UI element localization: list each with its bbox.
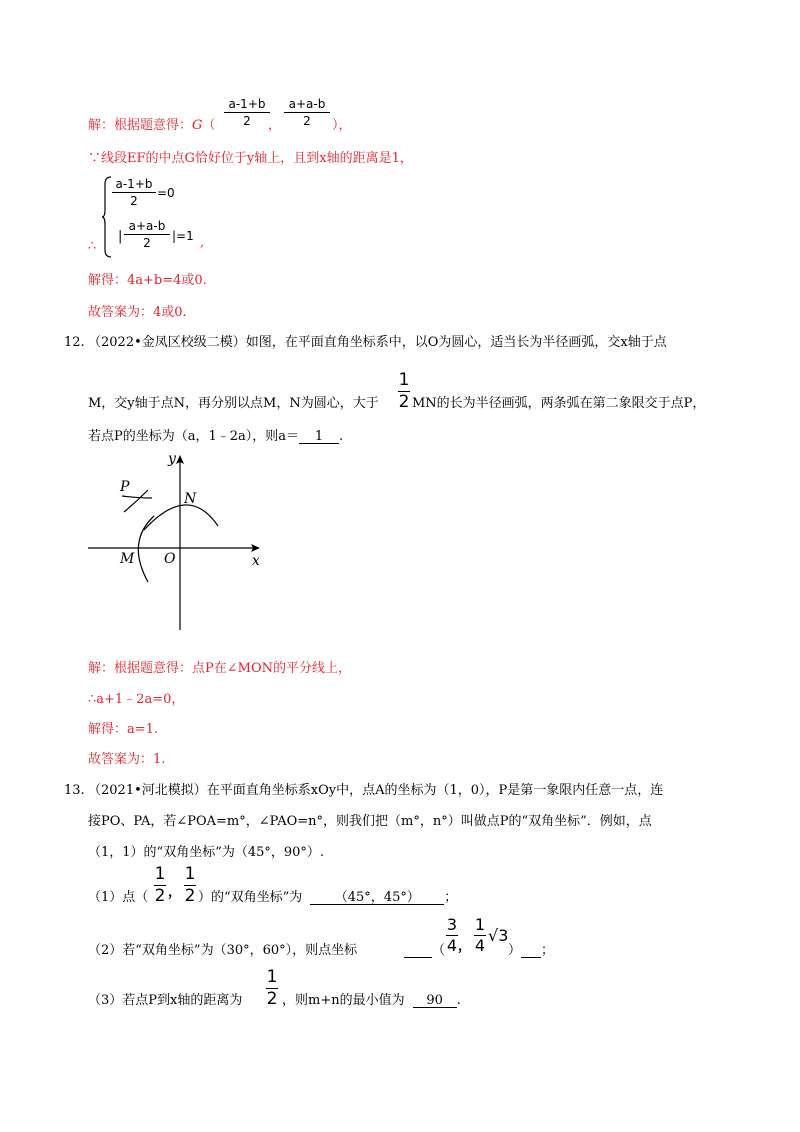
q12-line1: （2022•金凤区校级二模）如图，在平面直角坐标系中，以O为圆心，适当长为半径画弧，交x轴于点 bbox=[88, 335, 667, 350]
fig-label-x: x bbox=[252, 553, 260, 569]
q13-p1-prefix: （1）点（ bbox=[88, 890, 149, 905]
q12-solution-1: 解：根据题意得：点P在∠MON的平分线上， bbox=[88, 661, 351, 676]
fig-label-y: y bbox=[168, 451, 176, 467]
q11-comma: ， bbox=[268, 118, 282, 133]
q12-line2a: M，交y轴于点N，再分别以点M，N为圆心，大于 bbox=[88, 396, 379, 411]
q12-solution-2: ∴a+1﹣2a=0， bbox=[88, 692, 185, 707]
q12-answer-blank: 1 bbox=[299, 430, 339, 444]
system-tail-comma: , bbox=[200, 235, 205, 250]
arc-m bbox=[138, 516, 154, 582]
q12-figure bbox=[88, 452, 268, 632]
fraction-denominator: 2 bbox=[243, 114, 251, 128]
q13-p3-prefix: （3）若点P到x轴的距离为 bbox=[88, 993, 243, 1008]
q13-line2: 接PO、PA，若∠POA=m°，∠PAO=n°，则我们把（m°，n°）叫做点P的“双角坐标”．例如，点 bbox=[88, 814, 652, 829]
q13-p2-fraction-x: 3 4 bbox=[446, 915, 458, 955]
q11-answer: 故答案为：4或0. bbox=[88, 305, 187, 320]
system-brace bbox=[102, 176, 110, 256]
q11-solution-line1: 解：根据题意得：G（ bbox=[88, 118, 216, 133]
q13-p1-answer: （45°，45°） bbox=[310, 891, 444, 905]
q13-line3: （1，1）的“双角坐标”为（45°，90°）. bbox=[88, 845, 325, 860]
q13-p2-sqrt: √3 bbox=[488, 926, 509, 945]
q13-p2-fraction-y: 1 4 bbox=[474, 915, 486, 955]
fraction-numerator: a-1+b bbox=[228, 97, 266, 111]
q13-p2-close: ） ； bbox=[508, 943, 555, 958]
fraction-denominator: 2 bbox=[303, 114, 311, 128]
system-eq1-fraction: a-1+b 2 bbox=[112, 178, 156, 207]
q11-result: 解得：4a+b=4或0. bbox=[88, 273, 207, 288]
q12-line2b: MN的长为半径画弧，两条弧在第二象限交于点P， bbox=[412, 396, 706, 411]
arc-p2 bbox=[122, 496, 152, 498]
fraction-numerator: a+a-b bbox=[288, 97, 326, 111]
system-eq2-fraction: a+a-b 2 bbox=[124, 220, 170, 249]
q13-p3-mid: ，则m+n的最小值为 90 . bbox=[282, 993, 461, 1008]
q13-p2-comma: ， bbox=[458, 939, 472, 954]
q13-p1-fraction-y: 1 2 bbox=[184, 864, 196, 906]
q13-p2-prefix: （2）若“双角坐标”为（30°，60°），则点坐标 bbox=[88, 943, 358, 958]
system-eq2-rhs: |=1 bbox=[172, 229, 194, 243]
q12-solution-3: 解得：a=1. bbox=[88, 722, 159, 737]
q13-p2-open: （ bbox=[432, 943, 446, 958]
solution-prefix: 解：根据题意得： bbox=[88, 118, 193, 133]
fraction-g-x bbox=[224, 98, 270, 127]
system-eq1-rhs: =0 bbox=[157, 186, 175, 200]
q11-because-line: ∵线段EF的中点G恰好位于y轴上，且到x轴的距离是1， bbox=[88, 151, 413, 166]
q13-number: 13. bbox=[64, 783, 85, 798]
q13-line1: （2021•河北模拟）在平面直角坐标系xOy中，点A的坐标为（1，0），P是第一象限内任意一点，连 bbox=[88, 783, 664, 798]
q13-p1-sep: ， bbox=[168, 885, 182, 900]
q13-p3-fraction: 1 2 bbox=[266, 967, 278, 1009]
system-eq2-lbar: | bbox=[118, 229, 123, 244]
q13-p1-fraction-x: 1 2 bbox=[154, 864, 166, 906]
therefore-symbol: ∴ bbox=[88, 239, 97, 254]
half-fraction: 1 2 bbox=[398, 370, 410, 412]
q13-p1-mid: ）的“双角坐标”为 （45°，45°） ； bbox=[198, 890, 458, 905]
point-g-label: G bbox=[192, 118, 203, 133]
q12-number: 12. bbox=[64, 335, 85, 350]
q13-p3-answer: 90 bbox=[413, 994, 457, 1008]
q13-p2-blank-left bbox=[404, 944, 432, 958]
q12-line3: 若点P的坐标为（a，1﹣2a），则a＝ 1 . bbox=[88, 429, 344, 444]
q12-solution-4: 故答案为：1. bbox=[88, 752, 166, 767]
fig-label-m: M bbox=[120, 551, 135, 567]
fig-label-o: O bbox=[164, 551, 176, 567]
arc-n bbox=[144, 505, 218, 530]
fig-label-p: P bbox=[120, 479, 130, 495]
fraction-g-y bbox=[284, 98, 330, 127]
q11-close-paren: ）， bbox=[332, 118, 352, 133]
fig-label-n: N bbox=[184, 491, 197, 507]
